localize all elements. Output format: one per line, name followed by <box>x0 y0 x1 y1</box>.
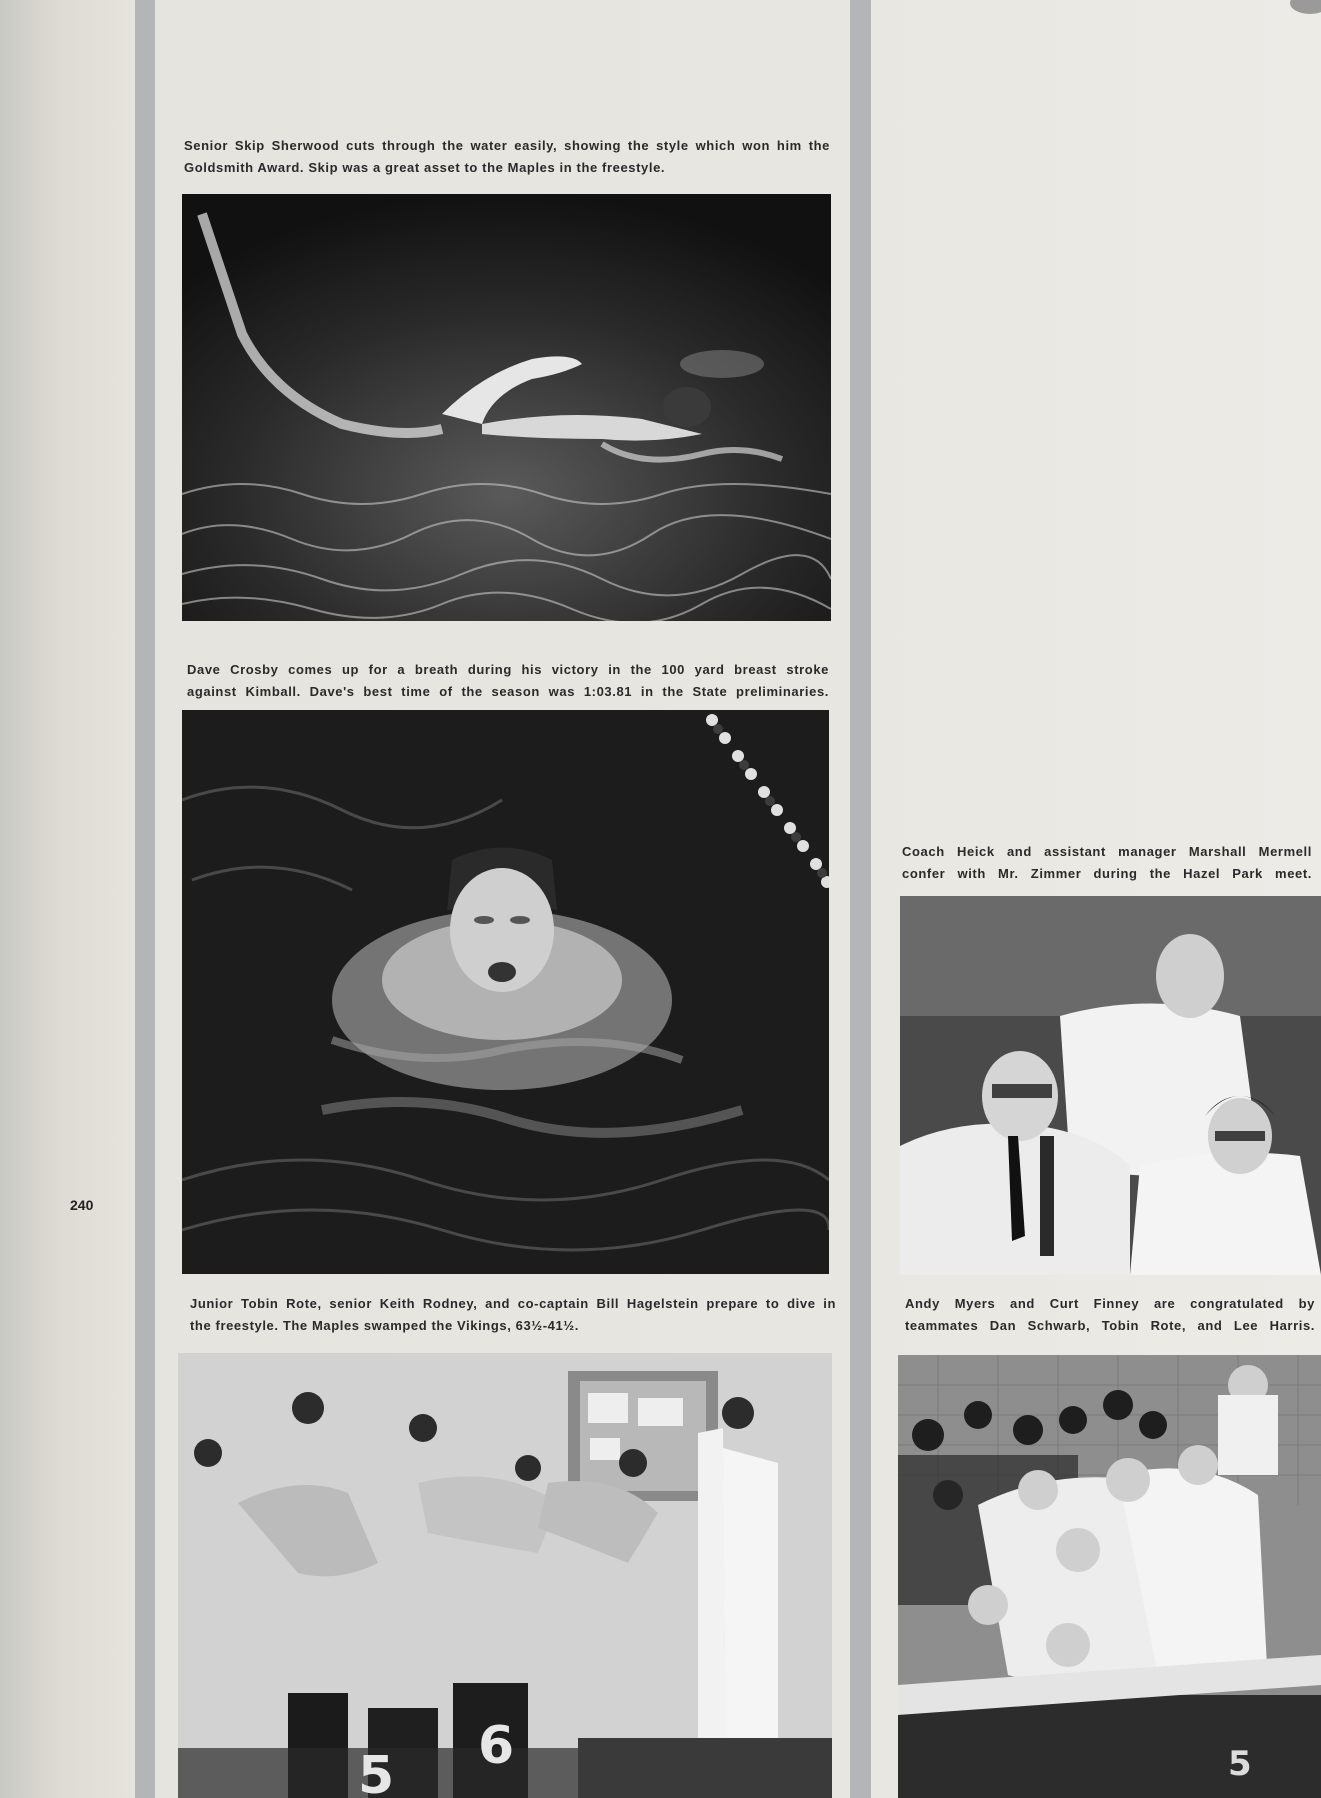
caption-myers <box>905 1293 1315 1337</box>
caption-line: against Kimball. Dave's best time of the season was 1:03.81 in the State preliminaries. <box>187 684 829 699</box>
lane-block-6: 6 <box>478 1716 515 1776</box>
caption-line: Junior Tobin Rote, senior Keith Rodney, and co-captain Bill Hagelstein prepare to dive in <box>190 1296 836 1311</box>
photo-coach-heick <box>900 896 1321 1275</box>
center-gutter-bar <box>850 0 871 1798</box>
caption-heick <box>902 841 1312 885</box>
caption-line: Dave Crosby comes up for a breath during his victory in the 100 yard breast stroke <box>187 662 829 677</box>
caption-line: Andy Myers and Curt Finney are congratulated by <box>905 1296 1315 1311</box>
left-margin-bar <box>135 0 155 1798</box>
photo-sherwood-freestyle <box>182 194 831 621</box>
caption-line: confer with Mr. Zimmer during the Hazel Park meet. <box>902 866 1312 881</box>
photo-freestyle-start <box>178 1353 832 1798</box>
caption-rote <box>190 1293 836 1337</box>
caption-line: Senior Skip Sherwood cuts through the water easily, showing the style which won him the <box>184 138 830 153</box>
lane-marker-5: 5 <box>1228 1744 1252 1784</box>
caption-crosby <box>187 659 829 703</box>
photo-crosby-breaststroke <box>182 710 829 1274</box>
caption-line: the freestyle. The Maples swamped the Vikings, 63½-41½. <box>190 1318 579 1333</box>
caption-line: Coach Heick and assistant manager Marshall Mermell <box>902 844 1312 859</box>
photo-congratulations <box>898 1355 1321 1798</box>
caption-line: Goldsmith Award. Skip was a great asset to the Maples in the freestyle. <box>184 160 666 175</box>
caption-sherwood <box>184 135 830 179</box>
caption-line: teammates Dan Schwarb, Tobin Rote, and Lee Harris. <box>905 1318 1315 1333</box>
page-number: 240 <box>70 1197 94 1213</box>
lane-block-5: 5 <box>358 1746 395 1798</box>
